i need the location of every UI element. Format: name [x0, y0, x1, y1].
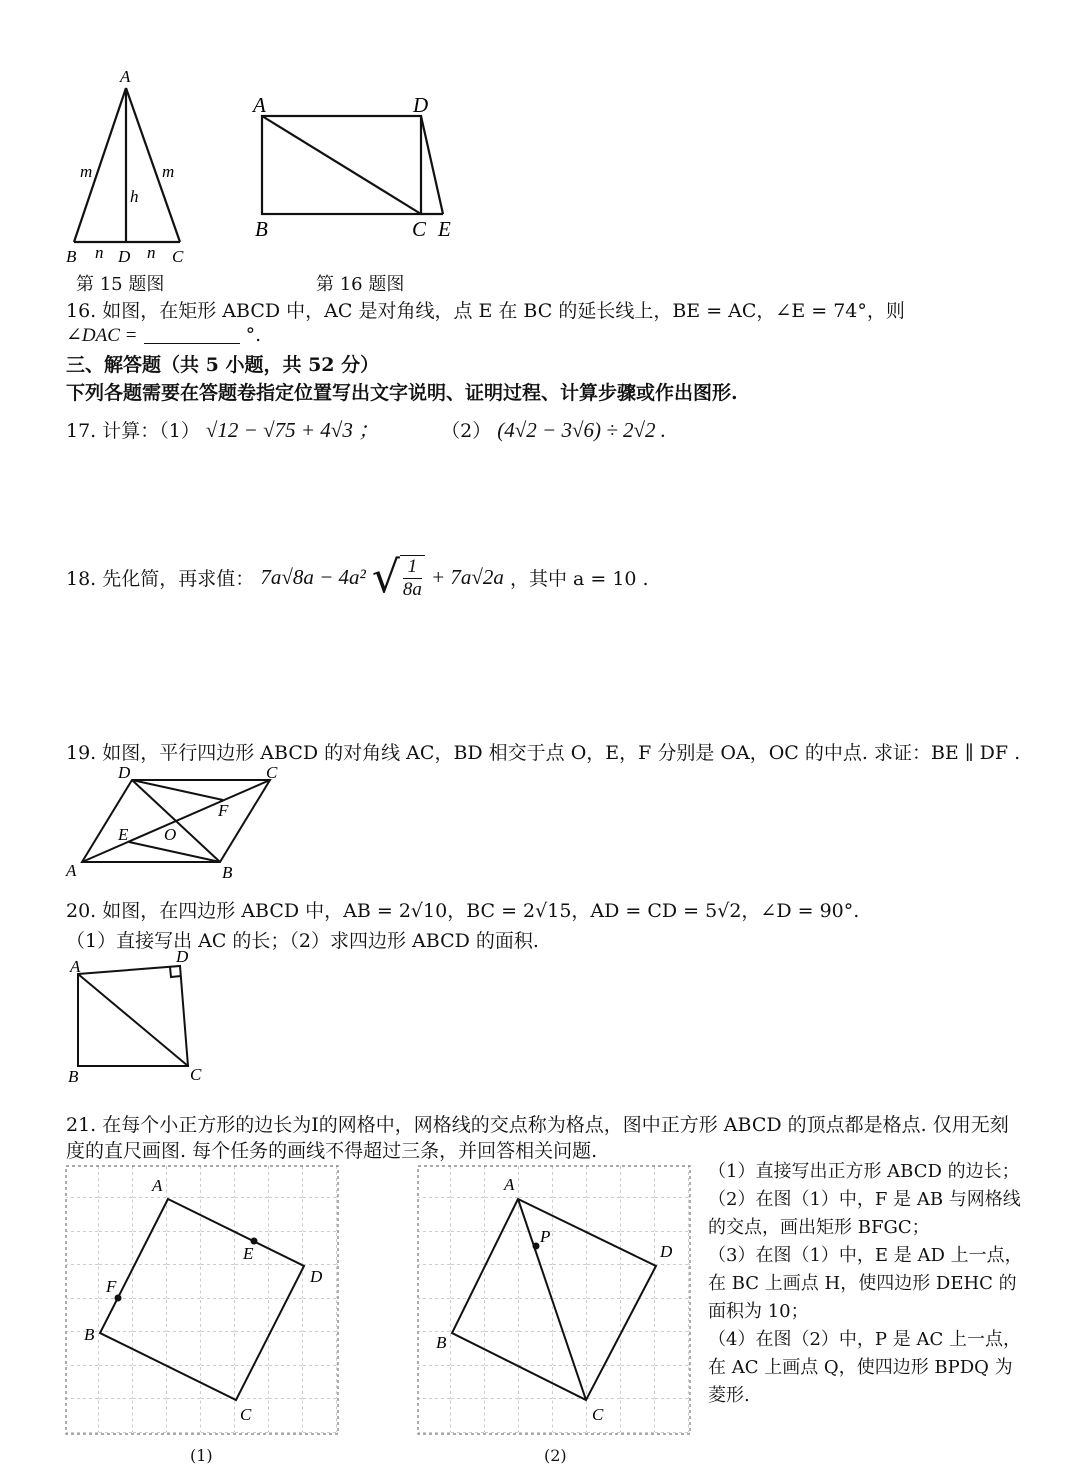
q18-prefix: 18. 先化简，再求值： [66, 568, 255, 590]
q21-task-line: 在 AC 上画点 Q，使四边形 BPDQ 为 [708, 1357, 1013, 1378]
q21-task-line: 的交点，画出矩形 BFGC； [708, 1217, 930, 1238]
grid1-label-D: D [310, 1267, 323, 1286]
q21-task-line: （3）在图（1）中，E 是 AD 上一点， [708, 1245, 1023, 1266]
grid1-caption: (1) [190, 1446, 213, 1465]
grid2-label-C: C [592, 1405, 604, 1424]
figure-20 [62, 946, 222, 1086]
q18-suffix: ，其中 a = 10 . [509, 568, 649, 590]
grid2-caption: (2) [544, 1446, 567, 1465]
fig20-label-A: A [70, 957, 81, 976]
q18-expr-a: 7a√8a − 4a² [260, 565, 366, 589]
grid1-label-E: E [243, 1244, 254, 1263]
grid1-label-C: C [240, 1405, 252, 1424]
grid1-label-B: B [84, 1325, 95, 1344]
q21-line2: 度的直尺画图. 每个任务的画线不得超过三条，并回答相关问题. [66, 1140, 598, 1162]
q21-task-line: 菱形. [708, 1385, 750, 1406]
fig20-label-B: B [68, 1067, 79, 1086]
q18-frac-num: 1 [403, 556, 422, 579]
fig15-label-B: B [66, 247, 77, 266]
q21-line1: 21. 在每个小正方形的边长为I的网格中，网格线的交点称为格点，图中正方形 ABCD 的顶点都是格点. 仅用无刻 [66, 1114, 1009, 1136]
figure-19 [60, 758, 300, 888]
fig20-label-D: D [176, 947, 189, 966]
fig15-label-m-left: m [80, 162, 93, 181]
q19-text: 19. 如图，平行四边形 ABCD 的对角线 AC，BD 相交于点 O，E，F 分别是 OA，OC 的中点. 求证：BE ∥ DF . [66, 742, 1021, 764]
fig16-label-C: C [412, 217, 427, 241]
q16-angle-label: ∠DAC = [66, 325, 138, 346]
grid2-label-D: D [660, 1242, 673, 1261]
q21-task-line: （2）在图（1）中，F 是 AB 与网格线 [708, 1189, 1021, 1210]
fig15-label-A: A [120, 67, 131, 86]
section3-instruction: 下列各题需要在答题卷指定位置写出文字说明、证明过程、计算步骤或作出图形. [66, 382, 738, 404]
fig19-label-C: C [266, 763, 278, 782]
section3-title: 三、解答题（共 5 小题，共 52 分） [66, 354, 380, 376]
fig16-label-E: E [438, 217, 451, 241]
fig16-label-B: B [255, 217, 268, 241]
grid-figure-2 [416, 1164, 696, 1448]
fig15-label-n-right: n [147, 243, 156, 262]
q20-line2: （1）直接写出 AC 的长；（2）求四边形 ABCD 的面积. [66, 930, 539, 952]
q21-task-line: （1）直接写出正方形 ABCD 的边长； [708, 1161, 1020, 1182]
fig15-caption: 第 15 题图 [76, 274, 165, 295]
figure-16 [245, 88, 475, 248]
q18-sqrt-sign: √ [371, 552, 400, 603]
fig19-label-B: B [222, 863, 233, 882]
q18-frac-den: 8a [402, 578, 422, 600]
q17-prefix: 17. 计算：（1） [66, 420, 200, 442]
q17-part2-expr: (4√2 − 3√6) ÷ 2√2 . [497, 418, 667, 442]
q18 [66, 552, 649, 612]
fig16-label-D: D [413, 93, 429, 117]
grid1-label-A: A [152, 1176, 163, 1195]
fig20-label-C: C [190, 1065, 202, 1084]
q18-sqrt-fraction [372, 552, 425, 603]
fig15-label-h: h [130, 187, 139, 206]
q21-task-line: 在 BC 上画点 H，使四边形 DEHC 的 [708, 1273, 1017, 1294]
q21-task-line: （4）在图（2）中，P 是 AC 上一点， [708, 1329, 1021, 1350]
fig19-label-A: A [66, 861, 77, 880]
grid2-label-A: A [504, 1175, 515, 1194]
q18-fraction [400, 555, 425, 601]
fig15-label-C: C [172, 247, 184, 266]
fig15-label-m-right: m [162, 162, 175, 181]
q16-answer-blank[interactable] [144, 325, 240, 344]
fig16-caption: 第 16 题图 [316, 274, 405, 295]
q17-part2-prefix: （2） [441, 420, 492, 442]
q16-line2 [66, 324, 261, 347]
grid2-label-B: B [436, 1333, 447, 1352]
fig19-label-D: D [118, 763, 131, 782]
fig19-label-E: E [118, 825, 129, 844]
q17 [66, 414, 666, 444]
fig15-label-n-left: n [95, 243, 104, 262]
q21-task-line: 面积为 10； [708, 1301, 809, 1322]
q16-degree-suffix: °. [245, 324, 262, 346]
q17-part1-expr: √12 − √75 + 4√3 ； [205, 418, 380, 442]
figure-15 [60, 60, 200, 270]
q21-task-list [708, 1158, 1028, 1410]
fig16-label-A: A [253, 93, 266, 117]
fig19-label-F: F [218, 801, 229, 820]
grid1-label-F: F [106, 1277, 117, 1296]
q18-expr-b: + 7a√2a [430, 565, 504, 589]
grid-figure-1 [64, 1164, 344, 1448]
grid2-label-P: P [540, 1227, 551, 1246]
q16-line1: 16. 如图，在矩形 ABCD 中，AC 是对角线，点 E 在 BC 的延长线上，BE = AC，∠E = 74°，则 [66, 300, 905, 322]
fig15-label-D: D [118, 247, 131, 266]
fig19-label-O: O [164, 825, 177, 844]
q20-line1: 20. 如图，在四边形 ABCD 中，AB = 2√10，BC = 2√15，AD = CD = 5√2，∠D = 90°. [66, 900, 860, 922]
grid2-point-P [533, 1243, 540, 1250]
